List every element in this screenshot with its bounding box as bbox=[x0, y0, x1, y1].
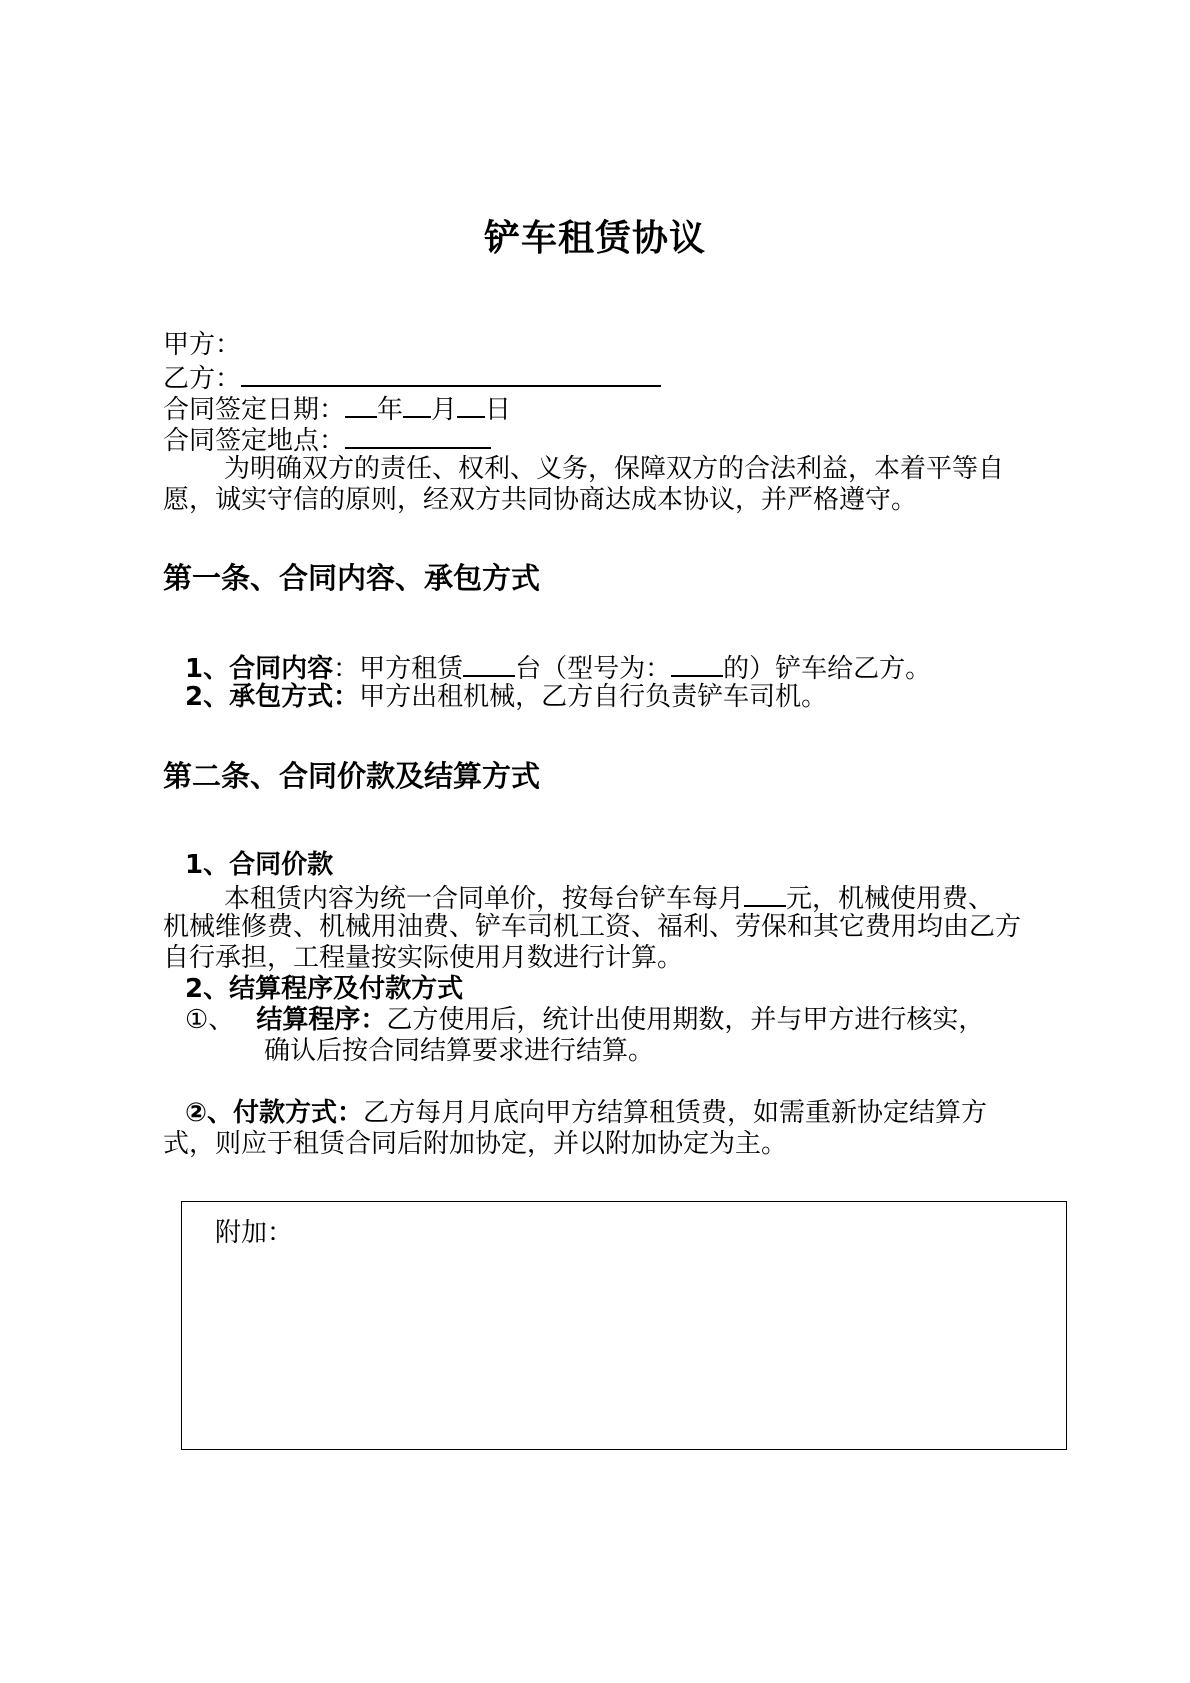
month-label: 月 bbox=[431, 395, 458, 425]
preamble-line-1: 为明确双方的责任、权利、义务，保障双方的合法利益，本着平等自 bbox=[224, 454, 1005, 484]
settlement-procedure-line-1 bbox=[185, 1005, 984, 1036]
sign-place-label: 合同签定地点： bbox=[163, 426, 346, 456]
quantity-blank bbox=[463, 651, 515, 677]
price-line-2: 机械维修费、机械用油费、铲车司机工资、福利、劳保和其它费用均由乙方 bbox=[163, 912, 1022, 942]
appendix-box bbox=[181, 1201, 1067, 1450]
preamble-line-2: 愿，诚实守信的原则，经双方共同协商达成本协议，并严格遵守。 bbox=[163, 485, 918, 515]
item-2-label: 承包方式： bbox=[229, 682, 360, 712]
party-b-label: 乙方： bbox=[163, 364, 242, 394]
party-a-label: 甲方： bbox=[163, 330, 242, 360]
payment-method-line-2: 式，则应于租赁合同后附加协定，并以附加协定为主。 bbox=[163, 1129, 788, 1159]
article-2-sub-2-title: 2、结算程序及付款方式 bbox=[185, 974, 464, 1004]
party-b-blank bbox=[241, 361, 661, 387]
item-2-number: 2、 bbox=[185, 682, 230, 712]
article-1-item-2 bbox=[185, 682, 827, 713]
day-label: 日 bbox=[485, 395, 512, 425]
article-1-item-1 bbox=[185, 651, 931, 685]
year-label: 年 bbox=[377, 395, 404, 425]
item-1-text-a: 甲方租赁 bbox=[359, 654, 464, 684]
settlement-text-1: 乙方使用后，统计出使用期数，并与甲方进行核实， bbox=[386, 1005, 985, 1035]
party-a-line bbox=[163, 330, 241, 361]
document-title: 铲车租赁协议 bbox=[483, 217, 706, 259]
item-1-number: 1、 bbox=[185, 654, 230, 684]
sign-date-label: 合同签定日期： bbox=[163, 395, 346, 425]
price-line-1 bbox=[224, 881, 994, 915]
party-b-line bbox=[163, 361, 661, 395]
sign-place-line bbox=[163, 423, 491, 457]
monthly-price-blank bbox=[744, 881, 786, 907]
payment-text-1: 乙方每月月底向甲方结算租赁费，如需重新协定结算方 bbox=[363, 1098, 988, 1128]
settlement-procedure-line-2: 确认后按合同结算要求进行结算。 bbox=[264, 1036, 655, 1066]
item-1-label: 合同内容 bbox=[229, 654, 334, 684]
item-1-text-c: 的）铲车给乙方。 bbox=[723, 654, 932, 684]
appendix-label: 附加： bbox=[215, 1218, 294, 1248]
month-blank bbox=[403, 392, 431, 418]
day-blank bbox=[457, 392, 485, 418]
model-blank bbox=[671, 651, 723, 677]
sign-place-blank bbox=[345, 423, 491, 449]
article-2-sub-1-title: 1、合同价款 bbox=[185, 850, 334, 880]
article-1-heading: 第一条、合同内容、承包方式 bbox=[163, 561, 541, 595]
price-text-a: 本租赁内容为统一合同单价，按每台铲车每月 bbox=[224, 884, 745, 914]
price-text-b: 元，机械使用费、 bbox=[786, 884, 995, 914]
settlement-marker: ①、 bbox=[185, 1005, 235, 1035]
payment-label: ②、付款方式： bbox=[185, 1098, 364, 1128]
item-1-colon: ： bbox=[333, 654, 360, 684]
item-1-text-b: 台（型号为： bbox=[515, 654, 672, 684]
year-blank bbox=[345, 392, 377, 418]
item-2-text: 甲方出租机械，乙方自行负责铲车司机。 bbox=[359, 682, 828, 712]
price-line-3: 自行承担，工程量按实际使用月数进行计算。 bbox=[163, 943, 684, 973]
payment-method-line-1 bbox=[185, 1098, 987, 1129]
settlement-label: 结算程序： bbox=[256, 1005, 387, 1035]
article-2-heading: 第二条、合同价款及结算方式 bbox=[163, 759, 541, 793]
sign-date-line bbox=[163, 392, 511, 426]
